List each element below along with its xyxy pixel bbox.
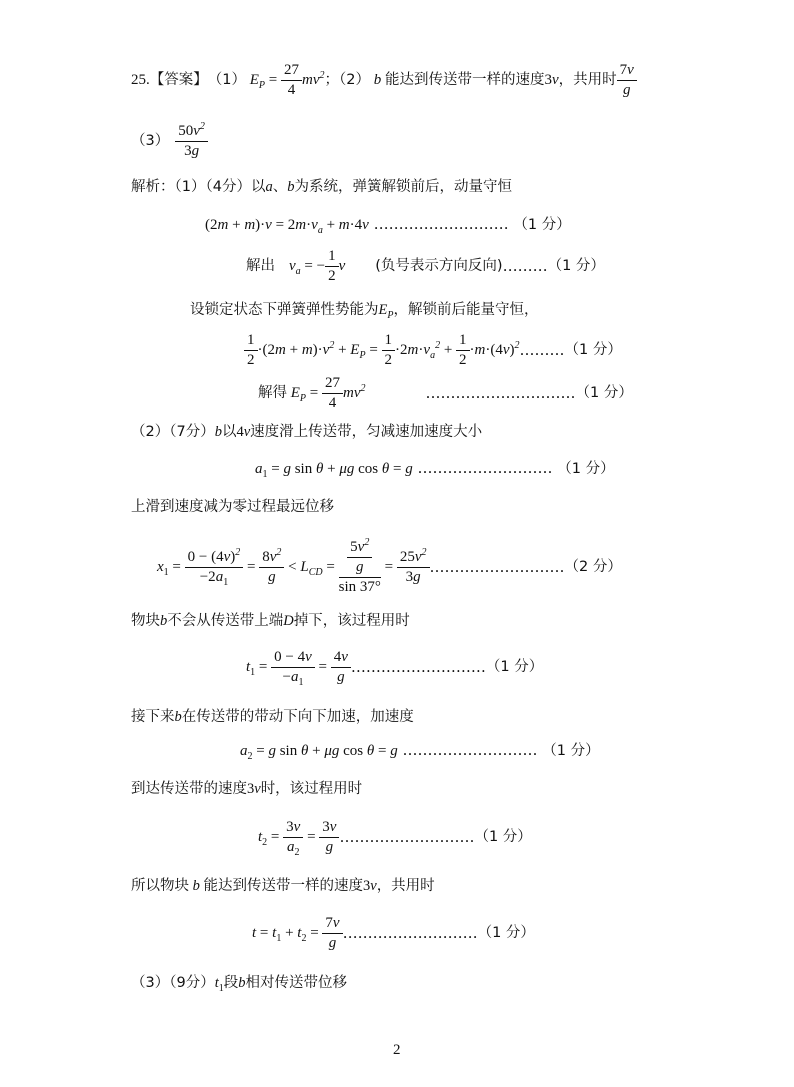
- momentum-equation: $(2m + m)\cdot v = 2m\cdot v_a + m\cdot 4v$ ……………………… （1 分）: [205, 215, 571, 236]
- answer-part2-text: 能达到传送带一样的速度: [384, 71, 545, 88]
- so-text: 所以物块 b 能达到传送带一样的速度3v，共用时: [131, 878, 435, 894]
- answer-part1-label: （1）: [207, 71, 246, 88]
- solve-ep: 解得 $E_P$ = $\frac{27}{4}$ $mv^2$ ………………………… （1 分）: [258, 374, 633, 411]
- answer-part3-line: [131, 118, 208, 164]
- t1-equation: $t_1$ = $\frac{0 - 4v}{-a_1}$ = $\frac{4v}{g}$ ……………………… （1 分）: [246, 648, 544, 688]
- t2-equation: $t_2$ = $\frac{3v}{a_2}$ = $\frac{3v}{g}$ ……………………… （1 分）: [258, 818, 532, 858]
- analysis-intro: 解析：（1）（4分）以a、b为系统，弹簧解锁前后，动量守恒: [131, 179, 512, 195]
- accel-down-text: 接下来b在传送带的带动下向下加速，加速度: [131, 709, 414, 725]
- energy-equation: $\frac{1}{2}$ $\cdot(2m + m)\cdot v^2 + E_P$ = $\frac{1}{2}$ $\cdot 2m\cdot v_a^2$ + $\frac{1}{2}$ $\cdot m\cdot(4v)^2$ ……… （1 分）: [244, 331, 622, 369]
- max-disp-text: 上滑到速度减为零过程最远位移: [131, 499, 334, 515]
- no-fall-text: 物块b不会从传送带上端D掉下，该过程用时: [131, 613, 410, 629]
- formula-time: $\frac{7v}{g}$: [617, 63, 637, 98]
- x1-equation: $x_1$ = $\frac{0 - (4v)^2}{-2a_1}$ = $\frac{8v^2}{g}$ < $L_{CD}$ = $\frac{\frac{5v^2}{g}}{\sin 37^\circ}$ = $\frac{25v^2}{3g}$ ……………………… （2 分）: [157, 536, 622, 595]
- solve-va: 解出 $v_a$ = − $\frac{1}{2}$ v (负号表示方向反向) ……… （1 分）: [246, 247, 605, 284]
- answer-line: 25. 【答案】 （1） $E_P$ = $\frac{27}{4}$ $mv^2$ ；（2） b 能达到传送带一样的速度 3v ，共用时 $\frac{7v}{g}$: [131, 58, 637, 102]
- t-total-equation: $t = t_1 + t_2$ = $\frac{7v}{g}$ ……………………… （1 分）: [252, 914, 535, 951]
- formula-part3: $\frac{50v^2}{3g}$: [175, 124, 208, 159]
- formula-ep: $E_P$ = $\frac{27}{4}$ $mv^2$: [245, 61, 325, 98]
- answer-sep: ；（2）: [324, 71, 370, 88]
- part3-intro: （3）（9分）$t_1$段b相对传送带位移: [131, 975, 347, 994]
- question-number: 25.: [131, 71, 150, 88]
- answer-part3-label: （3）: [131, 132, 170, 149]
- accel-a2: $a_2 = g$ sin θ + μg cos θ = g ……………………… （1 分）: [240, 741, 600, 762]
- answer-tag: 【答案】: [149, 71, 208, 88]
- page-number: 2: [393, 1042, 401, 1058]
- part2-intro: （2）（7分）b以4v速度滑上传送带，匀减速加速度大小: [131, 424, 483, 440]
- energy-intro: 设锁定状态下弹簧弹性势能为$E_P$，解锁前后能量守恒，: [190, 302, 539, 321]
- answer-part2-text2: ，共用时: [558, 71, 617, 88]
- reach-text: 到达传送带的速度3v时，该过程用时: [131, 781, 363, 797]
- accel-a1: $a_1 = g$ sin θ + μg cos θ = g ……………………… （1 分）: [255, 459, 615, 480]
